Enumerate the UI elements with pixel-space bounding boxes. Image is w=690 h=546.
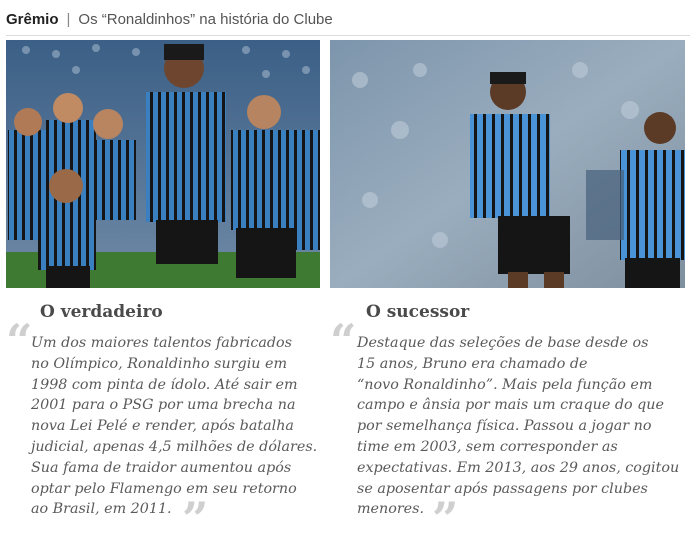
close-quote-icon: ” [182,492,209,546]
heading-verdadeiro: O verdadeiro [40,302,163,322]
close-quote-icon: ” [432,492,459,546]
header-separator: | [66,10,71,28]
page-header [6,8,333,30]
page-title: Os “Ronaldinhos” na história do Clube [78,10,333,28]
section-label[interactable]: Grêmio [6,10,59,28]
photo-ronaldinho [6,40,320,288]
text-verdadeiro: Um dos maiores talentos fabricados no Olímpico, Ronaldinho surgiu em 1998 com pinta de ídolo. Até sair em 2001 para o PSG por uma brecha na nova Lei Pelé e render, após batalha judicial, apenas 4,5 milhões de dólares. Sua fama de traidor aumentou após optar pelo Flamengo em seu retorno ao Brasil, em 2011. [31,335,318,518]
text-sucessor: Destaque das seleções de base desde os 15 anos, Bruno era chamado de “novo Ronaldinho”. Mais pela função em campo e ânsia por mais um craque do que por semelhança física. Passou a jogar no time em 2003, sem corresponder as expectativas. Em 2013, aos 29 anos, cogitou se aposentar após passagens por clubes menores. [357,335,680,518]
open-quote-icon: “ [6,314,33,368]
photo-bruno [330,40,685,288]
open-quote-icon: “ [330,314,357,368]
header-divider [6,35,690,36]
heading-sucessor: O sucessor [366,302,470,322]
